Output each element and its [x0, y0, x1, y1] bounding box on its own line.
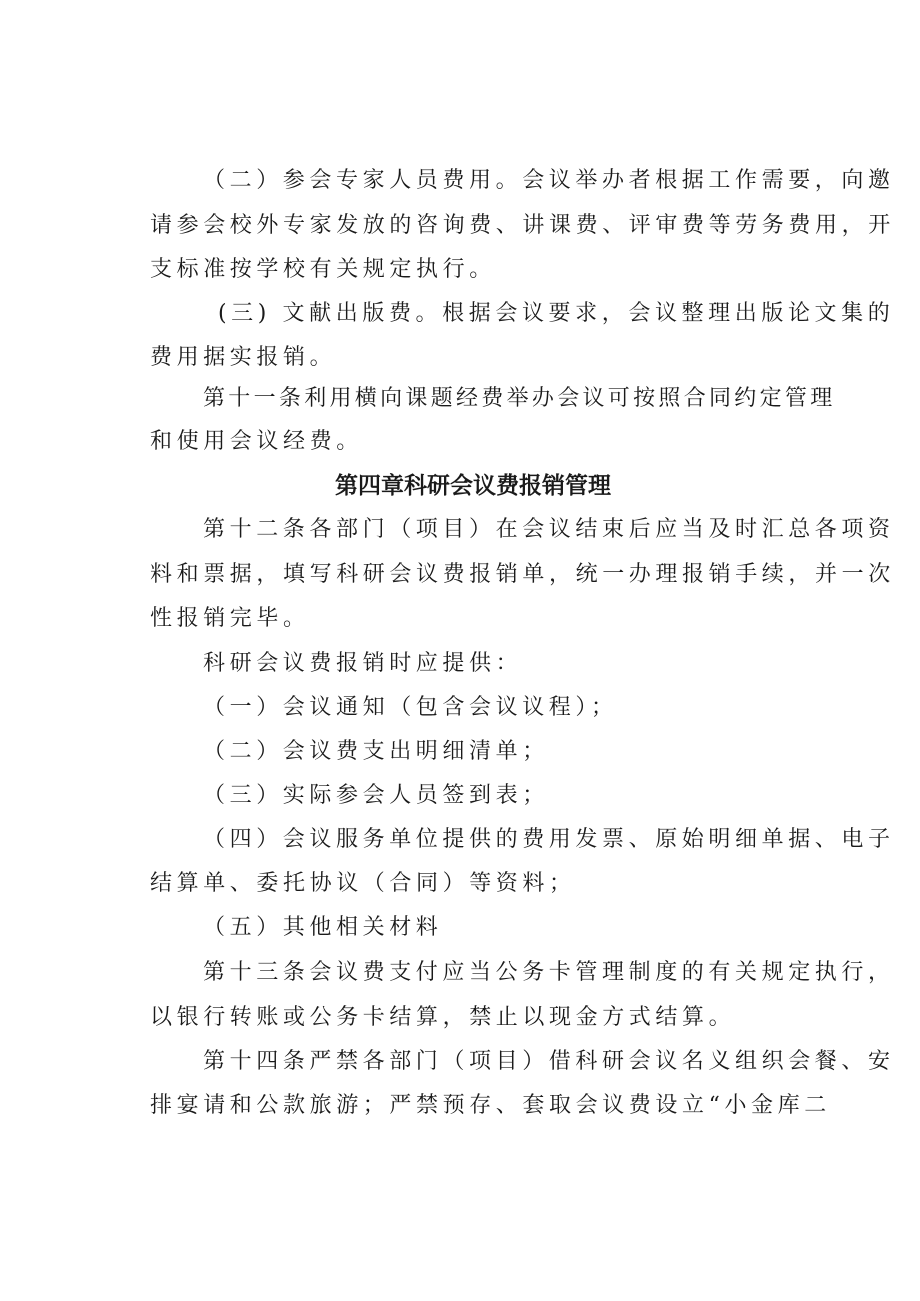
chapter-heading [0, 471, 920, 501]
list-item-3: （三）实际参会人员签到表； [203, 783, 549, 808]
paragraph-4-line-3: 性报销完毕。 [150, 606, 310, 631]
paragraph-4-line-1: 第十二条各部门（项目）在会议结束后应当及时汇总各项资 [203, 517, 895, 542]
list-item-5: （五）其他相关材料 [203, 915, 443, 940]
paragraph-4-line-2: 料和票据，填写科研会议费报销单，统一办理报销手续，并一次 [150, 562, 895, 587]
list-item-4-line-1: （四）会议服务单位提供的费用发票、原始明细单据、电子 [203, 827, 895, 852]
list-item-2: （二）会议费支出明细清单； [203, 739, 549, 764]
paragraph-13-line-2: 以银行转账或公务卡结算，禁止以现金方式结算。 [150, 1005, 736, 1030]
paragraph-2-line-2: 费用据实报销。 [150, 345, 337, 370]
paragraph-1-line-1: （二）参会专家人员费用。会议举办者根据工作需要，向邀 [203, 168, 895, 193]
paragraph-5-line-1: 科研会议费报销时应提供： [203, 651, 523, 676]
paragraph-14-line-2: 排宴请和公款旅游；严禁预存、套取会议费设立“小金库二 [150, 1093, 831, 1118]
paragraph-3-line-1: 第十一条利用横向课题经费举办会议可按照合同约定管理 [203, 386, 836, 411]
paragraph-1-line-3: 支标准按学校有关规定执行。 [150, 257, 496, 282]
paragraph-13-line-1: 第十三条会议费支付应当公务卡管理制度的有关规定执行， [203, 960, 895, 985]
paragraph-1-line-2: 请参会校外专家发放的咨询费、讲课费、评审费等劳务费用，开 [150, 213, 895, 238]
paragraph-2-line-1: (三) 文献出版费。根据会议要求，会议整理出版论文集的 [218, 301, 895, 326]
list-item-4-line-2: 结算单、委托协议（合同）等资料； [150, 871, 576, 896]
paragraph-3-line-2: 和使用会议经费。 [150, 429, 363, 454]
chapter-heading-text: 第四章科研会议费报销管理 [335, 473, 611, 499]
list-item-1: （一）会议通知（包含会议议程）； [203, 695, 618, 720]
paragraph-14-line-1: 第十四条严禁各部门（项目）借科研会议名义组织会餐、安 [203, 1049, 895, 1074]
